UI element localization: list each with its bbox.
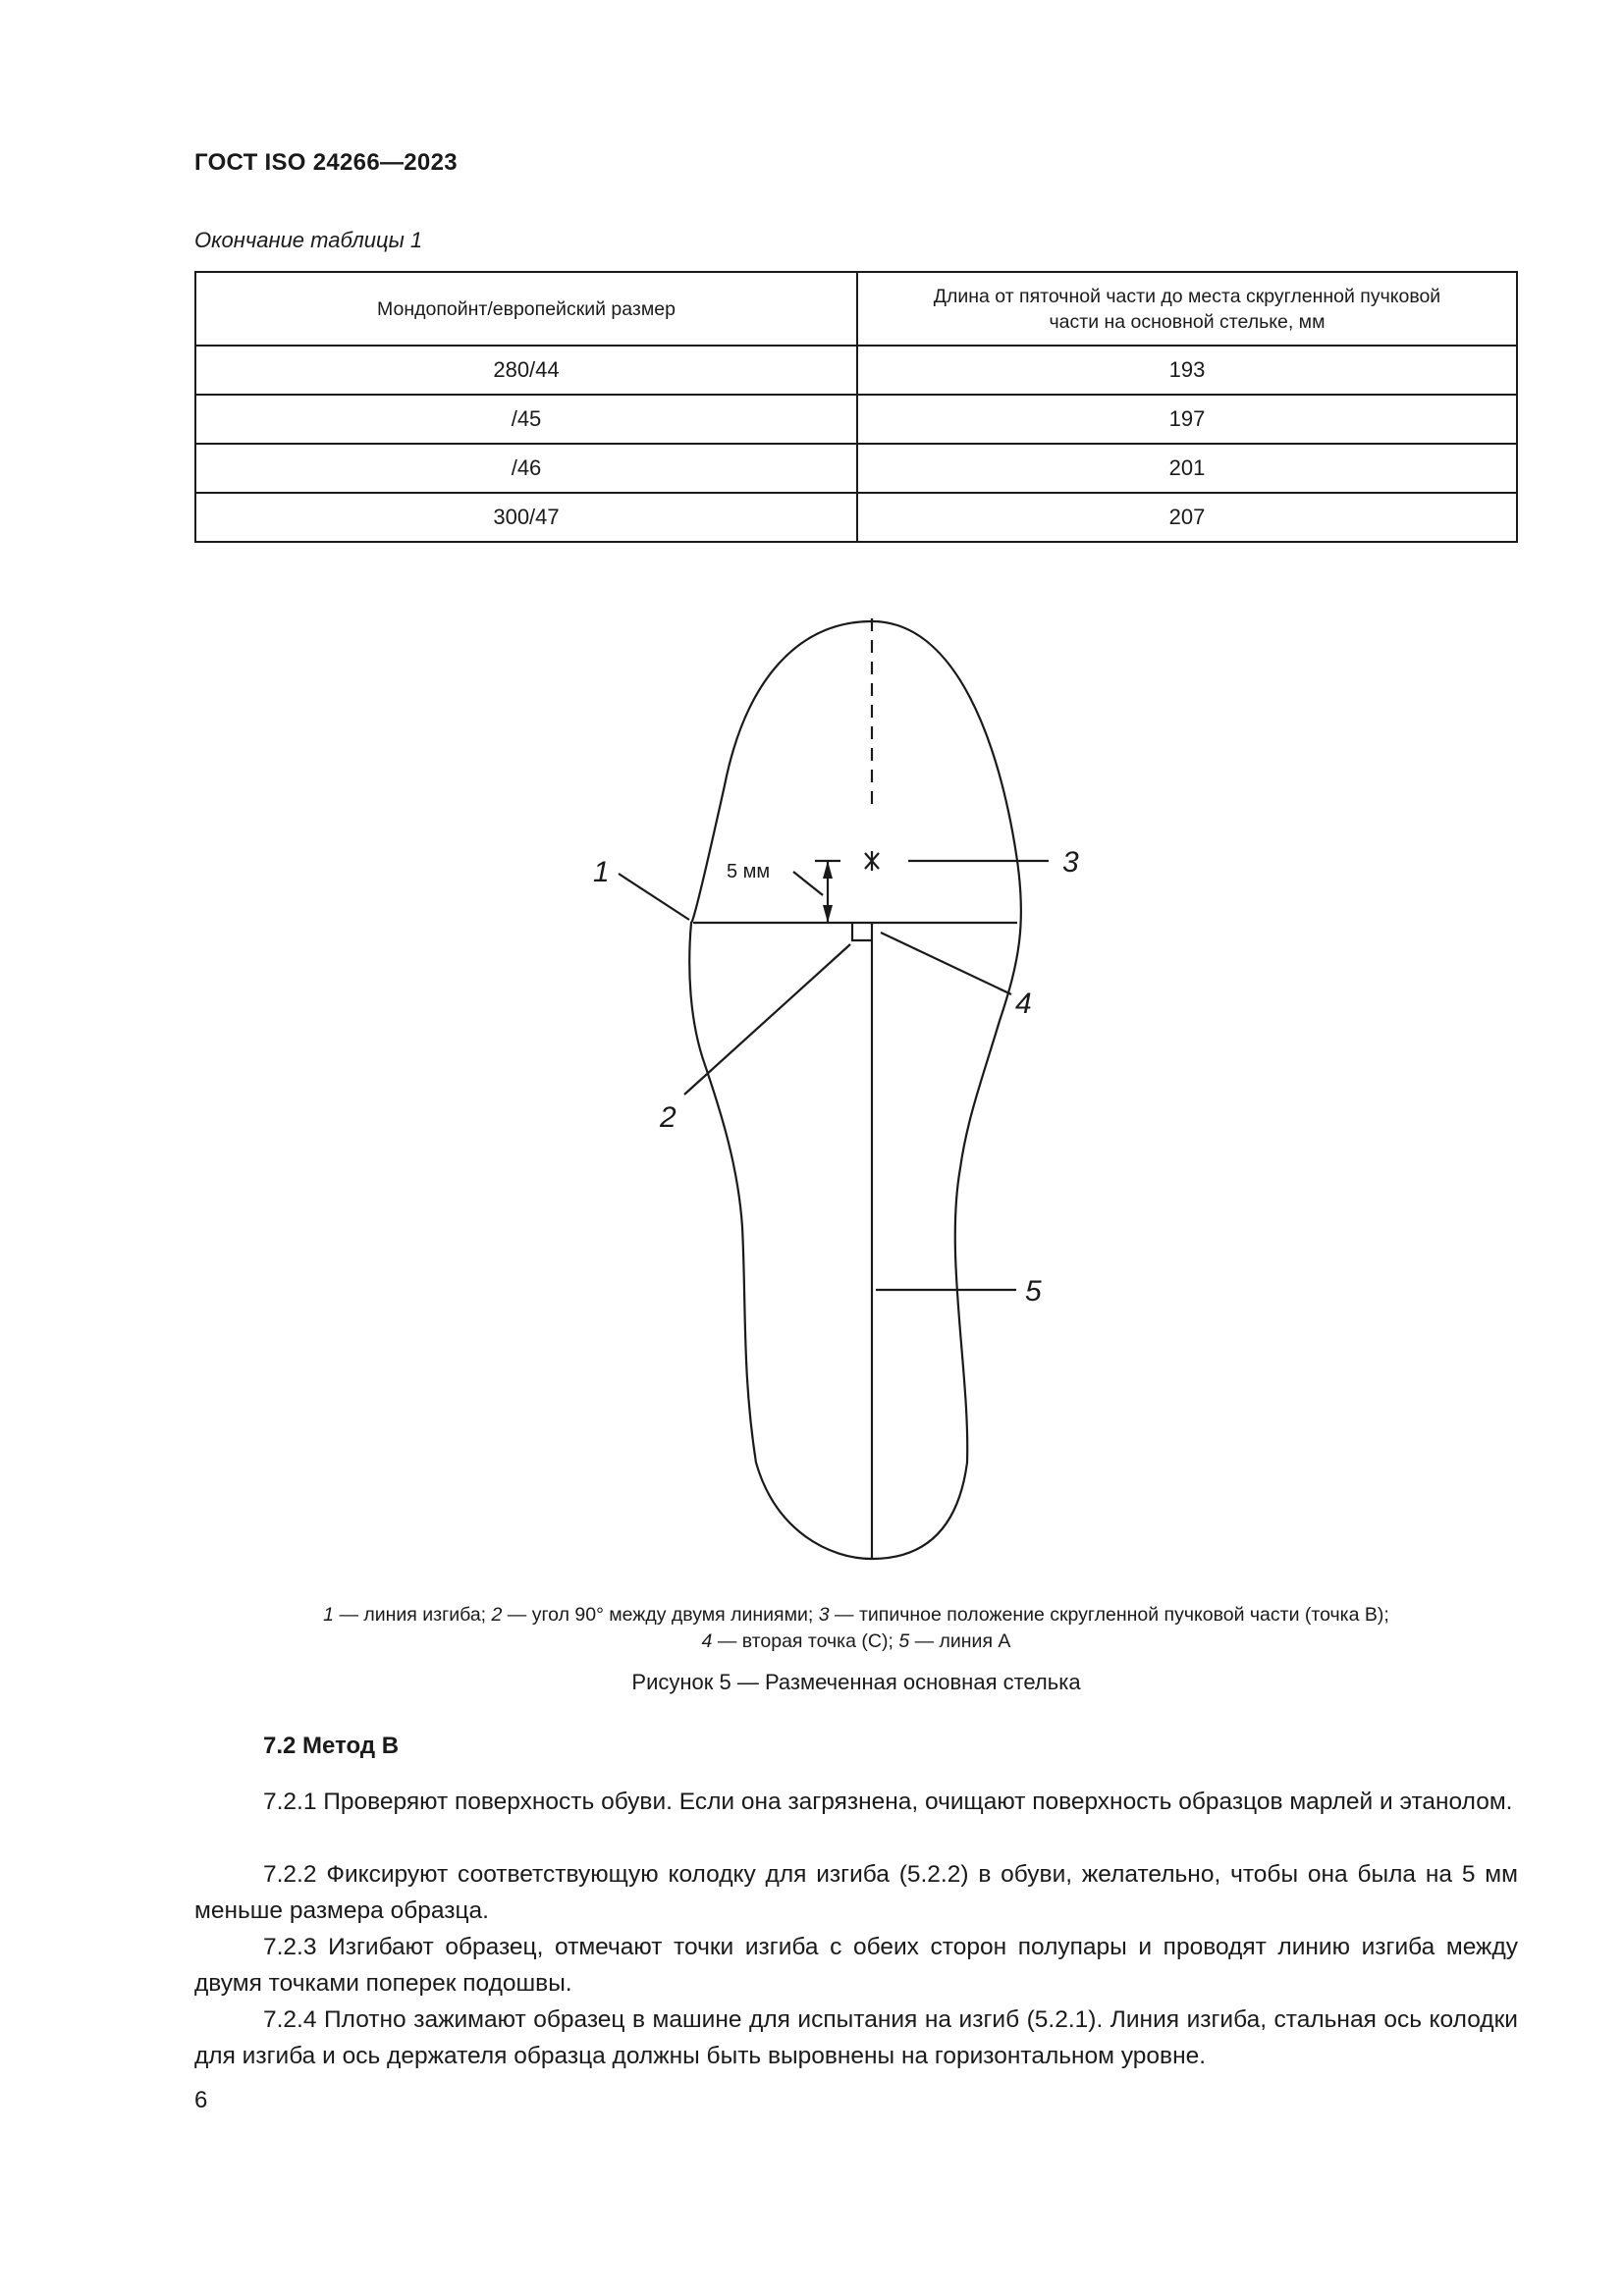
paragraph-text: 7.2.2 Фиксируют соответствующую колодку для изгиба (5.2.2) в обуви, желательно, чтобы она была на 5 мм меньше размера образца.	[194, 1861, 1518, 1924]
legend-num-5: 5	[898, 1630, 910, 1652]
callout-leader-4	[881, 933, 1011, 994]
paragraph-7-2-2	[194, 1856, 1518, 1929]
cell-length: 201	[857, 444, 1517, 493]
cell-length: 207	[857, 493, 1517, 542]
dimension-label: 5 мм	[727, 861, 771, 882]
figure-legend-line-1	[194, 1602, 1518, 1629]
paragraph-text: 7.2.4 Плотно зажимают образец в машине для испытания на изгиб (5.2.1). Линия изгиба, стальная ось колодки для изгиба и ось держателя образца должны быть выровнены на горизонтальном уровне.	[194, 2006, 1518, 2069]
col-header-length-line1: Длина от пяточной части до места скругленной пучковой	[933, 285, 1441, 307]
callout-3: 3	[1062, 846, 1079, 879]
dimension-arrow-down	[823, 905, 833, 923]
paragraph-7-2-1	[194, 1784, 1518, 1820]
legend-text-1: — линия изгиба;	[334, 1604, 492, 1626]
dimension-arrow-up	[823, 861, 833, 879]
legend-num-4: 4	[701, 1630, 713, 1652]
paragraph-text: 7.2.1 Проверяют поверхность обуви. Если она загрязнена, очищают поверхность образцов марлей и этанолом.	[263, 1789, 1513, 1815]
legend-text-5: — линия А	[909, 1630, 1011, 1652]
cell-length: 193	[857, 346, 1517, 395]
callout-1: 1	[593, 856, 610, 888]
cell-size: 300/47	[195, 493, 857, 542]
cell-size: 280/44	[195, 346, 857, 395]
table-caption: Окончание таблицы 1	[194, 228, 423, 252]
paragraph-7-2-4	[194, 2002, 1518, 2074]
page-number: 6	[194, 2087, 208, 2113]
dim-label-leader	[793, 872, 823, 895]
callout-2: 2	[660, 1101, 677, 1134]
cell-size: /46	[195, 444, 857, 493]
legend-num-3: 3	[818, 1604, 830, 1626]
col-header-size: Мондопойнт/европейский размер	[195, 272, 857, 346]
cell-size: /45	[195, 395, 857, 444]
right-angle-marker	[852, 923, 872, 940]
callout-4: 4	[1015, 988, 1032, 1020]
legend-num-2: 2	[491, 1604, 503, 1626]
insole-outline	[689, 621, 1021, 1559]
paragraph-7-2-3	[194, 1929, 1518, 2002]
figure-title: Рисунок 5 — Размеченная основная стелька	[631, 1670, 1081, 1694]
legend-text-2: — угол 90° между двумя линиями;	[502, 1604, 819, 1626]
callout-leader-2	[684, 944, 850, 1095]
cell-length: 197	[857, 395, 1517, 444]
legend-text-4: — вторая точка (С);	[712, 1630, 899, 1652]
figure-legend-line-2	[194, 1629, 1518, 1655]
section-heading: 7.2 Метод В	[263, 1733, 400, 1759]
callout-5: 5	[1025, 1275, 1042, 1308]
legend-text-3: — типичное положение скругленной пучковой части (точка В);	[829, 1604, 1389, 1626]
legend-num-1: 1	[323, 1604, 335, 1626]
document-id: ГОСТ ISO 24266—2023	[194, 149, 458, 176]
callout-leader-1	[619, 874, 689, 920]
col-header-length-line2: части на основной стельке, мм	[1049, 310, 1326, 333]
paragraph-text: 7.2.3 Изгибают образец, отмечают точки изгиба с обеих сторон полупары и проводят линию изгиба между двумя точками поперек подошвы.	[194, 1934, 1518, 1997]
